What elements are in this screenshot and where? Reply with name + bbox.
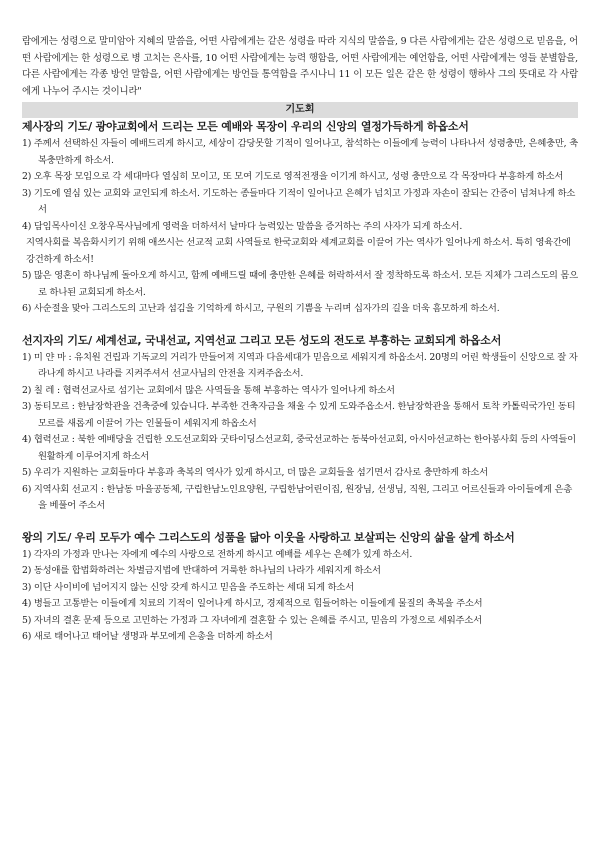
- prayer-item: 4) 담임목사이신 오창우목사님에게 영력을 더하셔서 날마다 능력있는 말씀을 증거하는 주의 사자가 되게 하소서.: [22, 220, 463, 232]
- prayer-list: [22, 136, 578, 318]
- prayer-item: 1) 각자의 가정과 만나는 자에게 예수의 사랑으로 전하게 하시고 예배를 세우는 은혜가 있게 하소서.: [22, 548, 413, 560]
- prayer-item: 5) 우리가 지원하는 교회들마다 부흥과 축복의 역사가 있게 하시고, 더 많은 교회들을 섬기면서 감사로 충만하게 하소서: [22, 467, 488, 478]
- prayer-item: 6) 새로 태어나고 태어날 생명과 부모에게 은총을 더하게 하소서: [22, 631, 273, 642]
- prayer-item: 2) 칠 레 : 협력선교사로 섬기는 교회에서 많은 사역들을 통해 부흥하는 역사가 일어나게 하소서: [22, 384, 395, 396]
- priest-prayer-section: [22, 118, 578, 318]
- prayer-item: 6) 지역사회 선교지 : 한남동 마을공동체, 구립한남노인요양원, 구립한남어린이집, 원장님, 선생님, 직원, 그리고 어르신들과 아이들에게 은총을 베풀어 주소서: [22, 483, 573, 511]
- prayer-item: 2) 동성애를 합법화하려는 차별금지법에 반대하여 거룩한 하나님의 나라가 세워지게 하소서: [22, 565, 381, 576]
- section-title: 왕의 기도/ 우리 모두가 예수 그리스도의 성품을 닮아 이웃을 사랑하고 보살피는 신앙의 삶을 살게 하소서: [22, 530, 515, 544]
- prayer-item-continuation: 지역사회를 복음화시키기 위해 애쓰시는 선교적 교회 사역들로 한국교회와 세계교회를 이끌어 가는 역사가 일어나게 하소서. 특히 영육간에 강건하게 하소서!: [26, 237, 571, 265]
- prayer-item: 5) 많은 영혼이 하나님께 돌아오게 하시고, 함께 예배드릴 때에 충만한 은혜를 허락하셔서 잘 정착하도록 하소서. 모든 지체가 그리스도의 몸으로 하나된 교회되게 하소서.: [22, 270, 578, 298]
- prayer-item: 5) 자녀의 결혼 문제 등으로 고민하는 가정과 그 자녀에게 결혼할 수 있는 은혜를 주시고, 믿음의 가정으로 세워주소서: [22, 614, 482, 626]
- prayer-item: 4) 협력선교 : 북한 예배당을 건립한 오도선교회와 굿타이딩스선교회, 중국선교하는 동북아선교회, 아시아선교하는 한아봉사회 등의 사역들이 원활하게 이루어지게 하소서: [22, 434, 576, 462]
- prophet-prayer-section: [22, 332, 578, 515]
- prayer-item: 3) 동티모르 : 한남장학관을 건축중에 있습니다. 부족한 건축자금을 채울 수 있게 도와주옵소서. 한남장학관을 통해서 토착 카톨릭국가인 동티모르를 새롭게 이끌어 가는 인물들이 세워지게 하옵소서: [22, 401, 576, 429]
- prayer-item: 3) 이단 사이비에 넘어지지 않는 신앙 갖게 하시고 믿음을 주도하는 세대 되게 하소서: [22, 581, 354, 593]
- prayer-item: 2) 오후 목장 모임으로 각 세대마다 열심히 모이고, 또 모여 기도로 영적전쟁을 이기게 하시고, 성령 충만으로 각 목장마다 부흥하게 하소서: [22, 171, 564, 182]
- prayer-item: 1) 주께서 선택하신 자들이 예배드리게 하시고, 세상이 감당못할 기적이 일어나고, 참석하는 이들에게 능력이 나타나서 성령충만, 은혜충만, 축복충만하게 하소서.: [22, 138, 578, 166]
- bulletin-page: [22, 0, 578, 646]
- scripture-passage: 람에게는 성령으로 말미암아 지혜의 말씀을, 어떤 사람에게는 같은 성령을 따라 지식의 말씀을, 9 다른 사람에게는 같은 성령으로 믿음을, 어떤 사람에게는 한 성령으로 병 고치는 은사를, 10 어떤 사람에게는 능력 행함을, 어떤 사람에게는 예언함을, 어떤 사람에게는 영들 분별함을, 다른 사람에게는 각종 방언 말함을, 어떤 사람에게는 방언들 통역함을 주시나니 11 이 모든 일은 같은 한 성령이 행하사 그의 뜻대로 각 사람에게 나누어 주시는 것이니라": [22, 36, 578, 97]
- prayer-list: [22, 547, 578, 646]
- prayer-item: 6) 사순절을 맞아 그리스도의 고난과 섬김을 기억하게 하시고, 구원의 기쁨을 누리며 십자가의 길을 더욱 흠모하게 하소서.: [22, 303, 500, 314]
- section-title: 제사장의 기도/ 광야교회에서 드리는 모든 예배와 목장이 우리의 신앙의 열정가득하게 하옵소서: [22, 120, 469, 133]
- prayer-item: 3) 기도에 열심 있는 교회와 교인되게 하소서. 기도하는 종들마다 기적이 일어나고 은혜가 넘치고 가정과 자손이 잘되는 간증이 넘쳐나게 하소서: [22, 187, 576, 215]
- prayer-list: [22, 350, 578, 515]
- prayer-meeting-banner: 기도회: [22, 102, 578, 118]
- prayer-item: 4) 병들고 고통받는 이들에게 치료의 기적이 일어나게 하시고, 경제적으로 힘들어하는 이들에게 물질의 축복을 주소서: [22, 598, 483, 609]
- king-prayer-section: [22, 529, 578, 646]
- prayer-item: 1) 미 얀 마 : 유치원 건립과 기독교의 거리가 만들어져 지역과 다음세대가 믿음으로 세워지게 하옵소서. 20명의 어린 학생들이 신앙으로 잘 자라나게 하시고 나라를 지켜주셔서 선교사님의 안전을 지켜주옵소서.: [22, 351, 578, 379]
- section-title: 선지자의 기도/ 세계선교, 국내선교, 지역선교 그리고 모든 성도의 전도로 부흥하는 교회되게 하옵소서: [22, 333, 502, 347]
